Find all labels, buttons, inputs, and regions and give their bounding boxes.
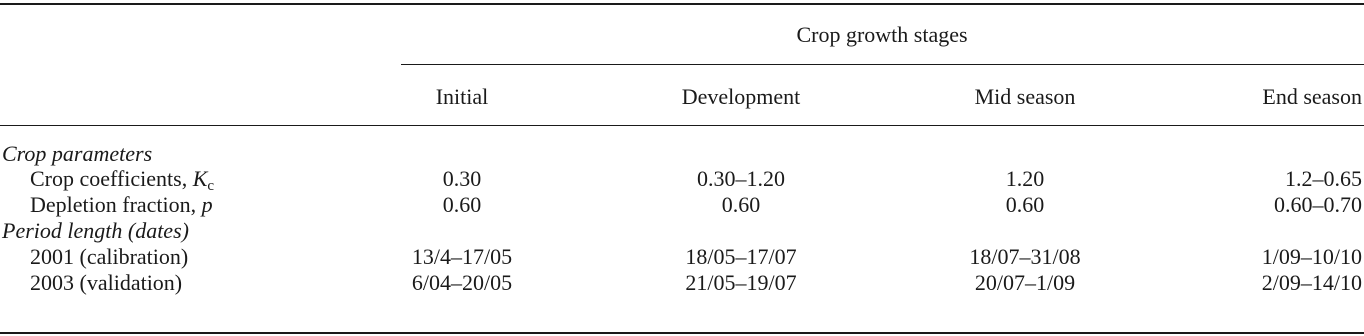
table-cell: 0.60 <box>442 192 482 217</box>
column-group-rule <box>401 64 1364 65</box>
column-header-development: Development <box>681 84 801 109</box>
table-cell: 21/05–19/07 <box>685 270 797 295</box>
header-rule <box>0 125 1364 126</box>
table-cell: 0.60 <box>721 192 761 217</box>
top-rule <box>0 3 1364 5</box>
row-label: Crop coefficients, $K_c$ <box>30 166 215 194</box>
table-cell: 0.30 <box>442 166 482 191</box>
table-cell: 0.30–1.20 <box>697 166 785 191</box>
section-title: Period length (dates) <box>2 218 189 243</box>
column-header-end-season: End season <box>1262 84 1362 109</box>
table-cell: 2/09–14/10 <box>1261 270 1362 295</box>
row-label: Depletion fraction, p <box>30 192 213 217</box>
table-cell: 20/07–1/09 <box>974 270 1076 295</box>
table-cell: 0.60 <box>1005 192 1045 217</box>
column-header-mid-season: Mid season <box>974 84 1076 109</box>
column-header-initial: Initial <box>435 84 489 109</box>
row-label: 2001 (calibration) <box>30 244 189 269</box>
section-title: Crop parameters <box>2 141 153 166</box>
table-cell: 13/4–17/05 <box>411 244 513 269</box>
table-cell: 1.2–0.65 <box>1285 166 1362 191</box>
table-cell: 6/04–20/05 <box>411 270 513 295</box>
table-cell: 1.20 <box>1005 166 1045 191</box>
table-cell: 1/09–10/10 <box>1261 244 1362 269</box>
column-group-header: Crop growth stages <box>796 22 968 47</box>
row-label: 2003 (validation) <box>30 270 183 295</box>
table-cell: 18/05–17/07 <box>685 244 797 269</box>
table-cell: 0.60–0.70 <box>1274 192 1362 217</box>
bottom-rule <box>0 332 1364 334</box>
table-cell: 18/07–31/08 <box>969 244 1081 269</box>
